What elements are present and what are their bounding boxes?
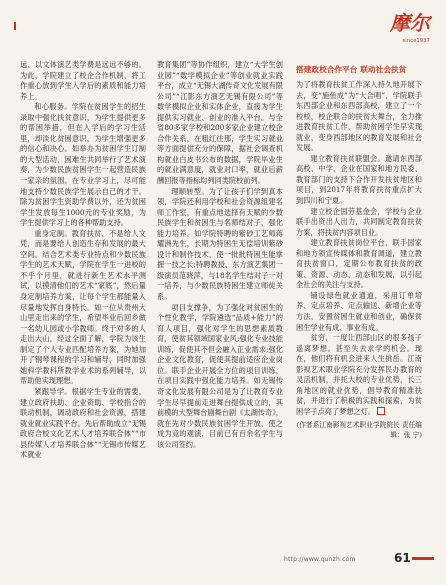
- page-number-bar: [412, 557, 434, 560]
- column-1: [20, 60, 146, 461]
- paragraph: 理顺转型。为了让孩子们学到真本领，学院还利用学校和社会资源组建名师工作室，有重点地选择有天赋的少数民族学生和贫困生与名师结对子，强化能力培养。如学院特聘的紫砂工艺师蒋耀洲先生，长期为特困生无偿培训紫砂设计和制作技术，使一批批特困生能掌握一技之长;特聘教授、东方演艺集团一级演员范晓萍，与18名学生结对子一对一培养，与少数民族特困生建立师徒关系。: [157, 186, 283, 302]
- paragraph: 建立教育扶贫岗位平台，联手国家和地方领宣传媒体和教育调道，建立教育扶贫窗口，定期公布教育扶贫的政策、资源、动态，动态和发展，以引起全社会的关注与支持。: [296, 238, 422, 290]
- paragraph: 紧跟导学。根据学生专业的需要，建立政府扶助、企业资助、学校指合的联动机制，调动政府和社会资源，搭建就业就业实践平台。先后帮助成立“无锡政府合校文化艺术人才培养联合体”“市县传媒人才培养联合体”“无锡市传媒艺术就业: [20, 386, 146, 460]
- paragraph: 为了将教育扶贫工作深入持久地开展下去，变“施鱼成”为“大合唱”，学院联手东西部企业和东西部高校，建立了一个校校，校企联合的扶贫大舞台，全力推进教育扶贫工作，帮助贫困学生早实现就业，变身西部地区的教育发展和社会发展。: [296, 80, 422, 153]
- paragraph: [296, 333, 422, 417]
- column-3: [296, 80, 422, 441]
- closing-text: 贫穷，一度让西部山区的很多孩子遥离梦想。甚至失去求学的机会。现在，他们将有机会进来人生挑岳。江南影视艺术职业学院充分发挥民办教育的灵活机制，并托大校的专业优势，长三角地区的就业优势，倡导教育精准扶贫，并进行了积极的实践和探索，为贫困学子点亮了梦想之灯。: [296, 333, 422, 416]
- paragraph: 建立教育扶贫联盟会。邀请东西部高校、中学、企业在国家和地方民委、教育部门的支持下合作开发扶贫地区和项目，到2017年将教育扶贫重点扩大到四川和宁夏。: [296, 153, 422, 206]
- page-number: 61: [394, 551, 411, 565]
- magazine-logo: [388, 6, 432, 40]
- paragraph: 铺设绿色就业通道，采用订单培养、定点培养、定点输送、新增企业等方法，安置贫困生就业和创业，确保贫困生学业有成、事业有成。: [296, 290, 422, 332]
- paragraph: 教育集团”等协作组织，建立“大学生创业园”“数学模拟企业”等创业就业实践平台，成立“无锡大湖传奇文化发展有限公司”“江影东方演艺无锡有限公司”等数学模拟企业和实体企业，直接为学生提供实习就业、创业的准入平台。与全省80多家学校和200多家企业建立校企合作关系，在粗红往那，学生实习就业等方面提供充分的保障，据社会调查机构就业白皮书公布的数据，学院毕业生的就业满意度，就业对口率，就业后薪酬回报等指标均列同类院校前列。: [157, 60, 283, 186]
- paragraph: 项目支撑争，为了强化对贫困生的个性化教学，学院遴选“品质+能力”的育人项目，强化对学生的思想素质教育，使贫其领域国家业风;强化专业技能训练，促使其不但会融入正业需求;强化企业文化教育，促使其提前适应企业岗位。联手企业开展全方位的项目训练，在项目实践中强化能力培养。如无锡传奇文化发展有限公司是为了让教育专业学生尽早提前走进舞台提供成立的，其前模的大型舞台剧舞台剧《太湖传奇》，就在先对少数民族贫困学生开放，使之成为竞的观演，目前已有百余名学生与该公司签约。: [157, 302, 283, 449]
- footer-url[interactable]: http://www.qunzh.com: [284, 556, 356, 563]
- end-mark-icon: [377, 407, 385, 415]
- author-byline: (作者系江南影视艺术职业学院院长 责任编辑：张 宁): [296, 420, 422, 440]
- paragraph: 建立校企国劳基金会，学校与企业联手出资出人出力，共同制定教育扶贫方案，将扶贫内容项目业。: [296, 206, 422, 237]
- column-2: [157, 60, 283, 450]
- logo-text: 摩尔: [390, 11, 430, 35]
- paragraph: 重身定制。教育扶贫，不是给人文凭，而是要给人创造生存和发展的最大空间。结合艺术类专业特点和少数民族学生的艺术天赋，学院在学生一进校的不乎个月里，就进行新生艺术水平测试，以摸清他们的艺术“家底”，然后量身定制培养方案，让每个学生都能量入尽量地发挥自身特长。如一位从贵州大山里走出来的学生，希望毕业后回乡做一名幼儿园或小学教师。终于对多的人走出大山，经过全面了解，学院为该生制定了个人专业匹配培养方案，为她加开了钢琴课程的学习和辅导，同时加强她科学教科所教学业术的系列辅导，以帮助他实现理想。: [20, 228, 146, 386]
- logo-since: since1937: [402, 38, 430, 44]
- paragraph: 和心服务。学院在贫困学生的招生录取中强化扶贫意识，为学生提供更多的帮困举措，但在入学后的学习生活里，却淡化贫困意识，为学生增强更多的信心和决心。如举办为贫困学生订制的大型活动，困难生共同举行了艺术演奏，为少数民族贫困学生一起营造民族一家亲的氛围。在专业学习上，尽可能地支持少数民族学生展示自己的才干。除为贫困学生资助学费以外，还为贫困学生发放每生1000元的专业奖励，为学生提供学习上的各种帮助支持。: [20, 102, 146, 228]
- section-heading: 搭建政校合作平台 联动社会扶贫: [296, 65, 407, 74]
- corner-mark: [14, 22, 16, 30]
- paragraph: 远、以文体演艺类学费是远远不够的。为此，学院建立了校企合作机制，将工作重心放到学生入学后的素质和能力培养上。: [20, 60, 146, 101]
